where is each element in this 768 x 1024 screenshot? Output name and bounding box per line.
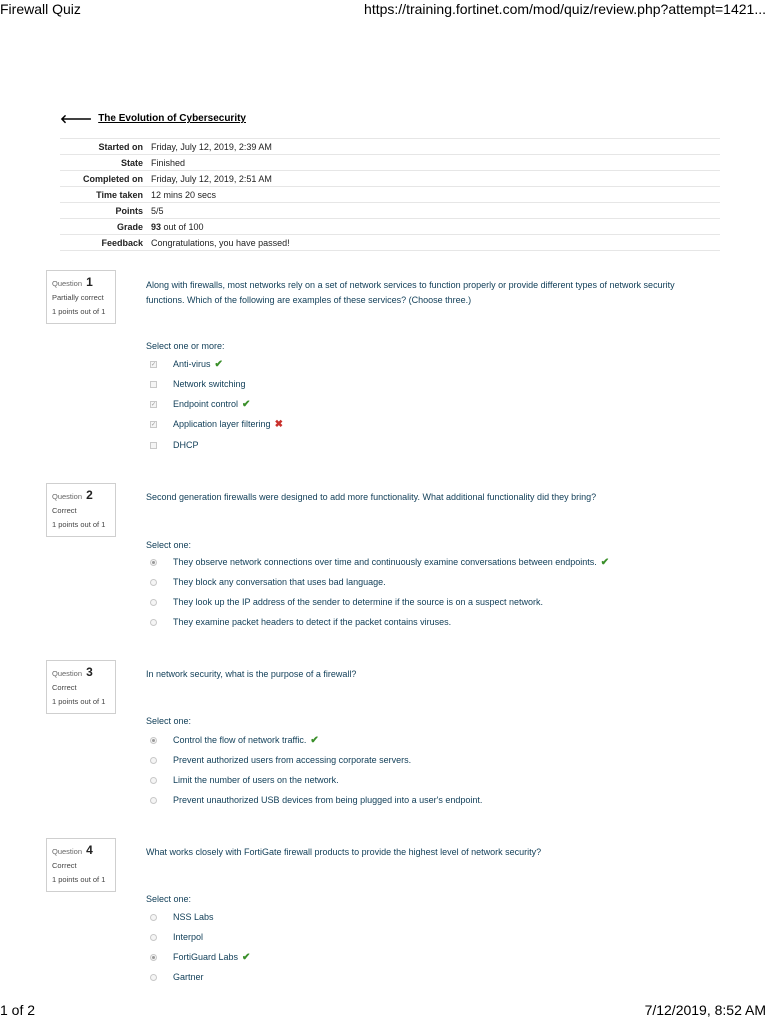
answer-option[interactable] <box>150 733 319 747</box>
question-text: Second generation firewalls were designed to add more functionality. What additional functionality did they bring? <box>146 492 597 502</box>
print-footer <box>0 1002 768 1020</box>
attempt-summary-table <box>60 138 720 251</box>
grade-score: 93 <box>151 221 162 232</box>
checkbox-checked[interactable]: ✓ <box>150 421 157 428</box>
radio-selected[interactable] <box>150 559 157 566</box>
question-number <box>52 665 110 679</box>
option-label: Interpol <box>173 932 204 942</box>
option-label: Gartner <box>173 972 204 982</box>
arrow-left-icon: 🡐 <box>60 112 93 126</box>
question-grade: 1 points out of 1 <box>52 875 106 884</box>
question-label: Question <box>52 669 83 678</box>
summary-value <box>151 219 720 235</box>
answer-option[interactable] <box>150 930 203 944</box>
option-label: Anti-virus <box>173 359 211 369</box>
summary-row-time <box>60 187 720 203</box>
answer-option[interactable] <box>150 575 386 589</box>
option-label: Network switching <box>173 379 246 389</box>
question-state: Correct <box>52 861 77 870</box>
question-number <box>52 488 110 502</box>
question-info-box <box>46 838 116 892</box>
check-icon: ✔ <box>310 734 319 746</box>
summary-value: Finished <box>151 157 186 168</box>
option-label: Prevent unauthorized USB devices from being plugged into a user's endpoint. <box>173 795 483 805</box>
option-label: Endpoint control <box>173 399 239 409</box>
print-url: https://training.fortinet.com/mod/quiz/review.php?attempt=1421... <box>364 1 766 17</box>
option-label: NSS Labs <box>173 912 214 922</box>
answer-prompt: Select one: <box>146 540 192 550</box>
summary-label: Started on <box>98 141 143 152</box>
radio-selected[interactable] <box>150 737 157 744</box>
summary-label: Completed on <box>83 173 143 184</box>
summary-label: Points <box>115 205 143 216</box>
answer-option[interactable] <box>150 753 411 767</box>
answer-option[interactable] <box>150 970 204 984</box>
answer-option[interactable] <box>150 615 451 629</box>
print-title: Firewall Quiz <box>0 1 81 17</box>
summary-row-completed <box>60 171 720 187</box>
question-grade: 1 points out of 1 <box>52 307 106 316</box>
option-label: They block any conversation that uses bad language. <box>173 577 386 587</box>
answer-option[interactable] <box>150 793 482 807</box>
question-text: What works closely with FortiGate firewall products to provide the highest level of network security? <box>146 847 542 857</box>
option-label: Limit the number of users on the network. <box>173 775 339 785</box>
question-number <box>52 843 110 857</box>
question-info-box <box>46 660 116 714</box>
answer-option[interactable] <box>150 377 246 391</box>
answer-option[interactable] <box>150 773 339 787</box>
option-label: They observe network connections over time and continuously examine conversations between endpoints. <box>173 557 597 567</box>
summary-value: Congratulations, you have passed! <box>151 237 290 248</box>
radio[interactable] <box>150 757 157 764</box>
summary-label: State <box>120 157 143 168</box>
check-icon: ✔ <box>214 358 223 370</box>
check-icon: ✔ <box>242 951 251 963</box>
summary-value: Friday, July 12, 2019, 2:39 AM <box>151 141 272 152</box>
cross-icon: ✖ <box>274 418 283 430</box>
radio[interactable] <box>150 619 157 626</box>
option-label: They look up the IP address of the sender to determine if the source is on a suspect network. <box>173 597 544 607</box>
answer-prompt: Select one or more: <box>146 341 225 351</box>
grade-suffix: out of 100 <box>161 221 204 232</box>
checkbox[interactable] <box>150 442 157 449</box>
checkbox-checked[interactable]: ✓ <box>150 361 157 368</box>
answer-option[interactable] <box>150 417 283 431</box>
summary-value: Friday, July 12, 2019, 2:51 AM <box>151 173 272 184</box>
print-page-number: 1 of 2 <box>0 1002 36 1018</box>
answer-option[interactable] <box>150 910 214 924</box>
radio[interactable] <box>150 934 157 941</box>
question-state: Partially correct <box>52 293 104 302</box>
print-timestamp: 7/12/2019, 8:52 AM <box>644 1002 766 1018</box>
question-number-value: 4 <box>86 843 93 857</box>
answer-option[interactable] <box>150 397 250 411</box>
summary-label: Time taken <box>96 189 143 200</box>
summary-row-feedback <box>60 235 720 251</box>
option-label: Application layer filtering <box>173 419 271 429</box>
answer-prompt: Select one: <box>146 716 192 726</box>
radio[interactable] <box>150 777 157 784</box>
radio[interactable] <box>150 599 157 606</box>
question-info-box <box>46 483 116 537</box>
answer-option[interactable] <box>150 357 223 371</box>
check-icon: ✔ <box>242 398 251 410</box>
print-header <box>0 1 768 19</box>
question-number-value: 2 <box>86 488 93 502</box>
option-label: FortiGuard Labs <box>173 952 239 962</box>
radio[interactable] <box>150 914 157 921</box>
question-grade: 1 points out of 1 <box>52 520 106 529</box>
radio[interactable] <box>150 579 157 586</box>
answer-prompt: Select one: <box>146 894 192 904</box>
option-label: Prevent authorized users from accessing corporate servers. <box>173 755 412 765</box>
option-label: They examine packet headers to detect if the packet contains viruses. <box>173 617 452 627</box>
summary-value: 12 mins 20 secs <box>151 189 217 200</box>
question-grade: 1 points out of 1 <box>52 697 106 706</box>
question-label: Question <box>52 279 83 288</box>
question-state: Correct <box>52 683 77 692</box>
question-number-value: 1 <box>86 275 93 289</box>
question-info-box <box>46 270 116 324</box>
summary-label: Feedback <box>101 237 143 248</box>
back-link-label[interactable]: The Evolution of Cybersecurity <box>98 113 246 124</box>
answer-option[interactable] <box>150 595 543 609</box>
option-label: Control the flow of network traffic. <box>173 735 307 745</box>
radio[interactable] <box>150 797 157 804</box>
question-state: Correct <box>52 506 77 515</box>
summary-row-points <box>60 203 720 219</box>
answer-option[interactable] <box>150 438 199 452</box>
radio-selected[interactable] <box>150 954 157 961</box>
summary-row-started <box>60 139 720 155</box>
option-label: DHCP <box>173 440 199 450</box>
radio[interactable] <box>150 974 157 981</box>
answer-option[interactable] <box>150 555 609 569</box>
question-text: Along with firewalls, most networks rely on a set of network services to function properly or provide different types of network security functions. Which of the following are examples of these services? (Choose three.) <box>146 280 675 305</box>
checkbox[interactable] <box>150 381 157 388</box>
back-link[interactable] <box>60 111 246 126</box>
question-number-value: 3 <box>86 665 93 679</box>
summary-value: 5/5 <box>151 205 164 216</box>
checkbox-checked[interactable]: ✓ <box>150 401 157 408</box>
summary-row-grade <box>60 219 720 235</box>
question-label: Question <box>52 847 83 856</box>
question-label: Question <box>52 492 83 501</box>
check-icon: ✔ <box>600 556 610 568</box>
answer-option[interactable] <box>150 950 250 964</box>
summary-row-state <box>60 155 720 171</box>
question-number <box>52 275 110 289</box>
summary-label: Grade <box>116 221 143 232</box>
question-text: In network security, what is the purpose of a firewall? <box>146 669 357 679</box>
